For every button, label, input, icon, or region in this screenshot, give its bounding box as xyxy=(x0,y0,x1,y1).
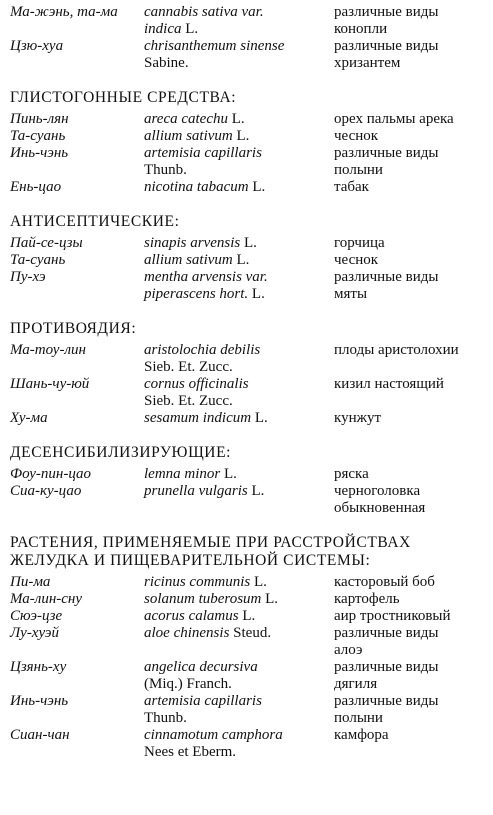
russian-name-line: конопли xyxy=(334,21,388,37)
russian-name xyxy=(334,727,488,761)
section-heading: ГЛИСТОГОННЫЕ СРЕДСТВА: xyxy=(10,89,237,106)
latin-species: piperascens hort. xyxy=(144,286,249,302)
latin-name-line xyxy=(144,393,334,410)
russian-name xyxy=(334,693,488,727)
chinese-name: Цзю-хуа xyxy=(10,38,64,54)
plant-entry xyxy=(10,145,488,179)
russian-name-line: кизил настоящий xyxy=(334,376,444,392)
plant-entry xyxy=(10,693,488,727)
section xyxy=(10,4,488,72)
latin-name-line xyxy=(144,410,334,427)
latin-species: nicotina tabacum xyxy=(144,179,249,195)
latin-author: L. xyxy=(232,252,250,268)
plant-entry xyxy=(10,111,488,128)
chinese-name: Инь-чэнь xyxy=(10,693,69,709)
latin-author: L. xyxy=(232,128,250,144)
plant-entry xyxy=(10,410,488,427)
section-heading: ПРОТИВОЯДИЯ: xyxy=(10,320,137,337)
latin-name xyxy=(144,145,334,179)
latin-species: chrisanthemum sinense xyxy=(144,38,285,54)
latin-name xyxy=(144,252,334,269)
latin-name-line xyxy=(144,342,334,359)
latin-name xyxy=(144,376,334,410)
latin-author: Steud. xyxy=(229,625,272,641)
latin-name-line xyxy=(144,483,334,500)
latin-name xyxy=(144,269,334,303)
russian-name xyxy=(334,4,488,38)
russian-name-line: полыни xyxy=(334,162,383,178)
russian-name xyxy=(334,128,488,145)
latin-species: cannabis sativa var. xyxy=(144,4,264,20)
latin-species: allium sativum xyxy=(144,128,233,144)
chinese-name: Цзянь-ху xyxy=(10,659,67,675)
plant-entry xyxy=(10,625,488,659)
latin-author: L. xyxy=(238,608,256,624)
russian-name-line: различные виды xyxy=(334,38,439,54)
chinese-name: Шань-чу-юй xyxy=(10,376,90,392)
russian-name-line: различные виды xyxy=(334,693,439,709)
russian-name xyxy=(334,38,488,72)
latin-species: acorus calamus xyxy=(144,608,239,624)
chinese-name: Ень-цао xyxy=(10,179,62,195)
latin-author: Thunb. xyxy=(144,710,187,726)
latin-name xyxy=(144,4,334,38)
latin-author: (Miq.) Franch. xyxy=(144,676,232,692)
russian-name-line: картофель xyxy=(334,591,400,607)
russian-name xyxy=(334,376,488,410)
plant-entry xyxy=(10,235,488,252)
section-heading: АНТИСЕПТИЧЕСКИЕ: xyxy=(10,213,180,230)
russian-name xyxy=(334,410,488,427)
latin-species: mentha arvensis var. xyxy=(144,269,268,285)
russian-name-line: плоды аристолохии xyxy=(334,342,459,358)
latin-name xyxy=(144,483,334,517)
latin-name-line xyxy=(144,693,334,710)
latin-species: prunella vulgaris xyxy=(144,483,248,499)
russian-name xyxy=(334,111,488,128)
latin-species: angelica decursiva xyxy=(144,659,258,675)
plant-entry xyxy=(10,128,488,145)
russian-name xyxy=(334,342,488,376)
plant-entry xyxy=(10,659,488,693)
latin-author: L. xyxy=(248,286,265,302)
latin-name xyxy=(144,466,334,483)
latin-name-line xyxy=(144,608,334,625)
latin-name xyxy=(144,342,334,376)
latin-name-line xyxy=(144,676,334,693)
russian-name xyxy=(334,659,488,693)
russian-name xyxy=(334,574,488,591)
chinese-name: Та-суань xyxy=(10,252,66,268)
plant-entry xyxy=(10,591,488,608)
latin-name-line xyxy=(144,145,334,162)
chinese-name: Пу-хэ xyxy=(10,269,46,285)
russian-name-line: чеснок xyxy=(334,128,379,144)
plant-entry xyxy=(10,608,488,625)
latin-name-line xyxy=(144,286,334,303)
latin-name xyxy=(144,38,334,72)
latin-name-line xyxy=(144,128,334,145)
latin-author: Sieb. Et. Zucc. xyxy=(144,393,233,409)
latin-author: L. xyxy=(228,111,245,127)
russian-name-line: кунжут xyxy=(334,410,382,426)
russian-name-line: обыкновенная xyxy=(334,500,426,516)
latin-name xyxy=(144,727,334,761)
plant-entry xyxy=(10,574,488,591)
latin-author: Thunb. xyxy=(144,162,187,178)
chinese-name: Пинь-лян xyxy=(10,111,69,127)
chinese-name: Сюэ-цзе xyxy=(10,608,63,624)
latin-name-line xyxy=(144,235,334,252)
chinese-name: Лу-хуэй xyxy=(10,625,60,641)
latin-name-line xyxy=(144,55,334,72)
russian-name-line: полыни xyxy=(334,710,383,726)
chinese-name: Ма-лин-сну xyxy=(10,591,83,607)
russian-name-line: алоэ xyxy=(334,642,363,658)
latin-name xyxy=(144,659,334,693)
latin-author: L. xyxy=(181,21,199,37)
russian-name xyxy=(334,235,488,252)
latin-author: L. xyxy=(251,410,268,426)
section xyxy=(10,444,488,517)
plant-entry xyxy=(10,252,488,269)
latin-name-line xyxy=(144,38,334,55)
russian-name-line: камфора xyxy=(334,727,389,743)
latin-author: L. xyxy=(250,574,267,590)
plant-entry xyxy=(10,38,488,72)
russian-name-line: орех пальмы арека xyxy=(334,111,454,127)
latin-species: indica xyxy=(144,21,182,37)
russian-name-line: различные виды xyxy=(334,659,439,675)
latin-name-line xyxy=(144,269,334,286)
latin-name-line xyxy=(144,162,334,179)
russian-name xyxy=(334,591,488,608)
latin-species: aristolochia debilis xyxy=(144,342,261,358)
latin-name xyxy=(144,235,334,252)
section-heading: ДЕСЕНСИБИЛИЗИРУЮЩИЕ: xyxy=(10,444,232,461)
latin-name-line xyxy=(144,659,334,676)
russian-name-line: различные виды xyxy=(334,145,439,161)
section xyxy=(10,534,488,761)
russian-name xyxy=(334,145,488,179)
latin-name xyxy=(144,608,334,625)
russian-name xyxy=(334,252,488,269)
latin-name xyxy=(144,591,334,608)
latin-name xyxy=(144,625,334,659)
plant-entry xyxy=(10,342,488,376)
latin-species: solanum tuberosum xyxy=(144,591,262,607)
latin-name-line xyxy=(144,466,334,483)
latin-species: ricinus communis xyxy=(144,574,251,590)
plant-entry xyxy=(10,727,488,761)
latin-name xyxy=(144,574,334,591)
chinese-name: Та-суань xyxy=(10,128,66,144)
russian-name-line: дягиля xyxy=(334,676,378,692)
russian-name-line: различные виды xyxy=(334,269,439,285)
russian-name-line: касторовый боб xyxy=(334,574,435,590)
chinese-name: Сиан-чан xyxy=(10,727,70,743)
latin-name-line xyxy=(144,252,334,269)
latin-name-line xyxy=(144,179,334,196)
russian-name-line: хризантем xyxy=(334,55,401,71)
document-page xyxy=(10,4,488,761)
section xyxy=(10,320,488,427)
chinese-name: Фоу-пин-цао xyxy=(10,466,92,482)
russian-name xyxy=(334,179,488,196)
latin-name-line xyxy=(144,744,334,761)
russian-name-line: табак xyxy=(334,179,369,195)
latin-name xyxy=(144,693,334,727)
latin-name-line xyxy=(144,111,334,128)
russian-name xyxy=(334,269,488,303)
latin-name-line xyxy=(144,625,334,642)
chinese-name: Пи-ма xyxy=(10,574,51,590)
latin-name-line xyxy=(144,727,334,744)
latin-name-line xyxy=(144,591,334,608)
plant-entry xyxy=(10,269,488,303)
latin-species: artemisia capillaris xyxy=(144,693,262,709)
chinese-name: Пай-се-цзы xyxy=(10,235,83,251)
latin-author: Sieb. Et. Zucc. xyxy=(144,359,233,375)
chinese-name: Ма-тоу-лин xyxy=(10,342,86,358)
latin-species: cinnamotum camphora xyxy=(144,727,283,743)
latin-name-line xyxy=(144,574,334,591)
latin-name-line xyxy=(144,376,334,393)
latin-author: L. xyxy=(220,466,237,482)
latin-species: artemisia capillaris xyxy=(144,145,262,161)
latin-name-line xyxy=(144,4,334,21)
plant-entry xyxy=(10,179,488,196)
section xyxy=(10,89,488,196)
chinese-name: Ху-ма xyxy=(10,410,48,426)
russian-name-line: различные виды xyxy=(334,4,439,20)
latin-species: sinapis arvensis xyxy=(144,235,241,251)
latin-author: L. xyxy=(261,591,279,607)
russian-name xyxy=(334,625,488,659)
latin-species: cornus officinalis xyxy=(144,376,249,392)
russian-name-line: чеснок xyxy=(334,252,379,268)
russian-name xyxy=(334,466,488,483)
plant-entry xyxy=(10,483,488,517)
latin-name xyxy=(144,128,334,145)
plant-entry xyxy=(10,4,488,38)
chinese-name: Сиа-ку-цао xyxy=(10,483,82,499)
plant-entry xyxy=(10,376,488,410)
section-heading: РАСТЕНИЯ, ПРИМЕНЯЕМЫЕ ПРИ РАССТРОЙСТВАХ ЖЕЛУДКА И ПИЩЕВАРИТЕЛЬНОЙ СИСТЕМЫ: xyxy=(10,534,411,569)
latin-species: areca catechu xyxy=(144,111,228,127)
latin-species: aloe chinensis xyxy=(144,625,230,641)
latin-name-line xyxy=(144,21,334,38)
latin-author: L. xyxy=(240,235,257,251)
latin-author: Nees et Eberm. xyxy=(144,744,237,760)
russian-name-line: мяты xyxy=(334,286,368,302)
latin-species: lemna minor xyxy=(144,466,221,482)
latin-species: allium sativum xyxy=(144,252,233,268)
russian-name-line: аир тростниковый xyxy=(334,608,451,624)
latin-name-line xyxy=(144,710,334,727)
latin-name xyxy=(144,179,334,196)
latin-name xyxy=(144,410,334,427)
latin-author: L. xyxy=(248,179,266,195)
chinese-name: Ма-жэнь, та-ма xyxy=(10,4,118,20)
latin-species: sesamum indicum xyxy=(144,410,252,426)
russian-name-line: ряска xyxy=(334,466,369,482)
latin-author: Sabine. xyxy=(144,55,189,71)
latin-name xyxy=(144,111,334,128)
russian-name-line: различные виды xyxy=(334,625,439,641)
russian-name xyxy=(334,608,488,625)
chinese-name: Инь-чэнь xyxy=(10,145,69,161)
section xyxy=(10,213,488,303)
russian-name-line: черноголовка xyxy=(334,483,421,499)
latin-author: L. xyxy=(247,483,265,499)
russian-name-line: горчица xyxy=(334,235,385,251)
plant-entry xyxy=(10,466,488,483)
russian-name xyxy=(334,483,488,517)
latin-name-line xyxy=(144,359,334,376)
